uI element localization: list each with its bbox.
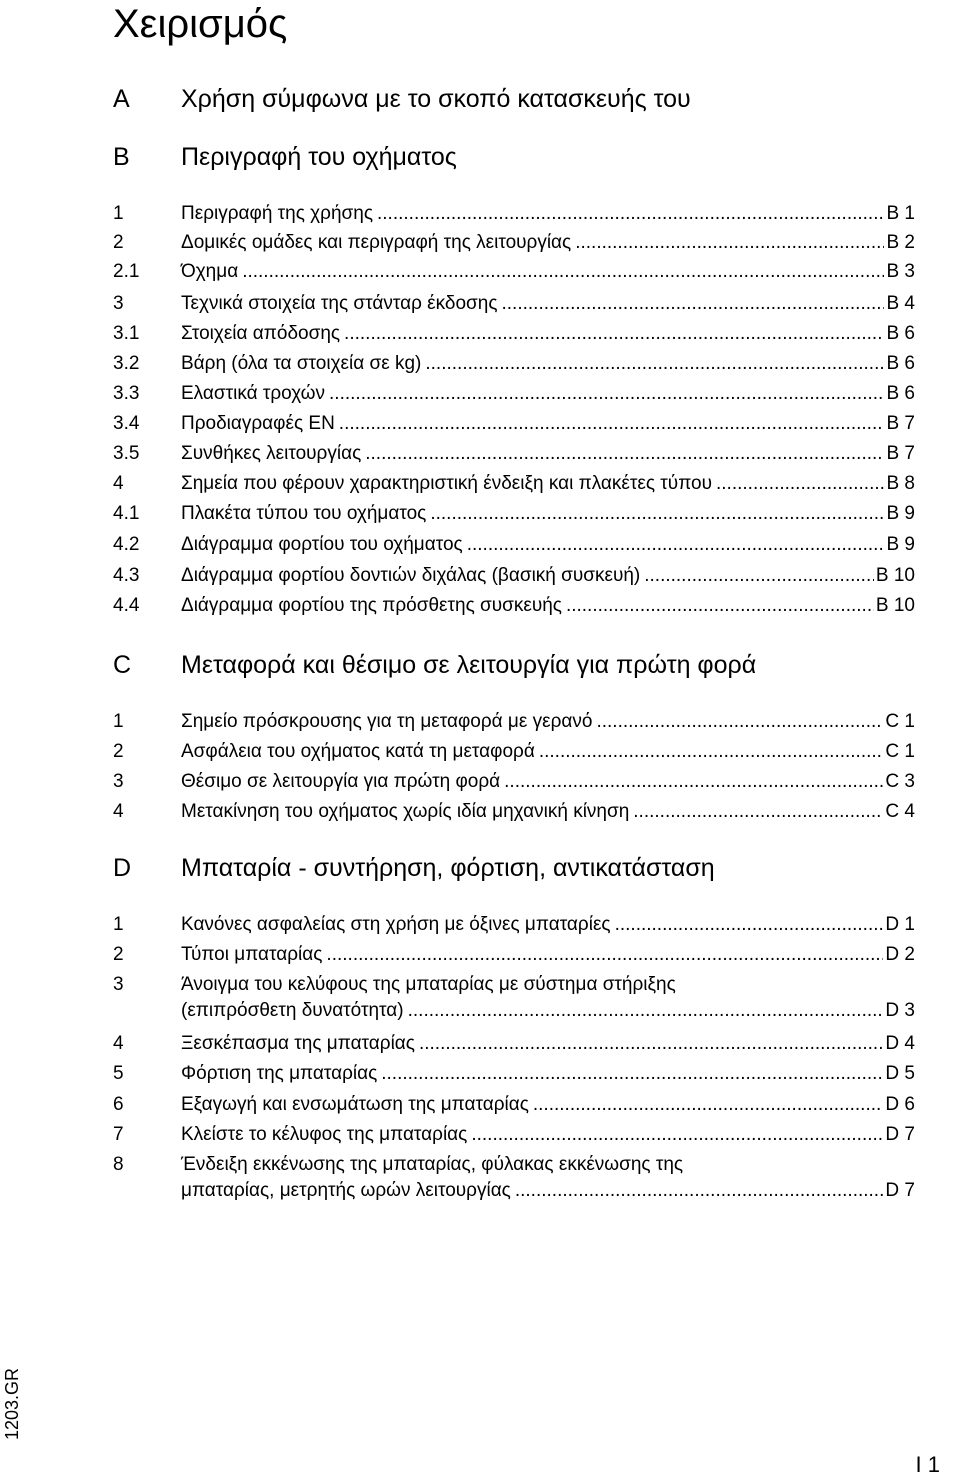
entry-page: B 4 xyxy=(886,293,915,314)
entry-page: B 8 xyxy=(886,473,915,494)
entry-page: B 2 xyxy=(886,232,915,253)
section-title: Μεταφορά και θέσιμο σε λειτουργία για πρώτη φορά xyxy=(181,651,757,679)
entry-number: 1 xyxy=(113,914,124,935)
entry-title: Ένδειξη εκκένωσης της μπαταρίας, φύλακας εκκένωσης της xyxy=(181,1154,684,1175)
dot-leader xyxy=(566,593,874,619)
entry-number: 1 xyxy=(113,203,124,224)
entry-page: B 6 xyxy=(886,353,915,374)
entry-page: D 4 xyxy=(885,1033,915,1054)
dot-leader xyxy=(515,1178,884,1204)
entry-title: Ελαστικά τροχών xyxy=(181,383,326,404)
entry-title-continued: μπαταρίας, μετρητής ωρών λειτουργίας xyxy=(181,1180,511,1201)
entry-title: Μετακίνηση του οχήματος χωρίς ιδία μηχανική κίνηση xyxy=(181,801,630,822)
entry-number: 4.1 xyxy=(113,503,140,524)
dot-leader xyxy=(242,259,884,285)
page-title: Χειρισμός xyxy=(113,2,288,46)
entry-number: 4 xyxy=(113,801,124,822)
entry-page: C 3 xyxy=(885,771,915,792)
entry-page: B 7 xyxy=(886,443,915,464)
entry-page: B 10 xyxy=(875,595,915,616)
entry-title: Πλακέτα τύπου του οχήματος xyxy=(181,503,427,524)
entry-page: B 6 xyxy=(886,323,915,344)
page-number: I 1 xyxy=(915,1452,940,1477)
entry-title: Κλείστε το κέλυφος της μπαταρίας xyxy=(181,1124,468,1145)
entry-page: B 3 xyxy=(886,261,915,282)
section-letter: D xyxy=(113,854,132,882)
entry-number: 3 xyxy=(113,771,124,792)
dot-leader xyxy=(533,1092,884,1118)
dot-leader xyxy=(644,563,874,589)
entry-number: 3.1 xyxy=(113,323,140,344)
entry-page: C 1 xyxy=(885,711,915,732)
entry-number: 5 xyxy=(113,1063,124,1084)
entry-page: D 1 xyxy=(885,914,915,935)
entry-page: B 7 xyxy=(886,413,915,434)
entry-number: 3.4 xyxy=(113,413,140,434)
entry-title: Διάγραμμα φορτίου της πρόσθετης συσκευής xyxy=(181,595,562,616)
entry-number: 3.2 xyxy=(113,353,140,374)
entry-title: Σημείο πρόσκρουσης για τη μεταφορά με γερανό xyxy=(181,711,593,732)
entry-title: Φόρτιση της μπαταρίας xyxy=(181,1063,378,1084)
entry-page: B 9 xyxy=(886,534,915,555)
entry-number: 2 xyxy=(113,944,124,965)
entry-page: C 1 xyxy=(885,741,915,762)
entry-title: Δομικές ομάδες και περιγραφή της λειτουργίας xyxy=(181,232,572,253)
dot-leader xyxy=(575,230,884,256)
entry-title: Συνθήκες λειτουργίας xyxy=(181,443,362,464)
dot-leader xyxy=(430,501,884,527)
dot-leader xyxy=(504,769,883,795)
entry-number: 3 xyxy=(113,974,124,995)
dot-leader xyxy=(539,739,884,765)
entry-page: B 10 xyxy=(875,565,915,586)
dot-leader xyxy=(326,942,883,968)
document-code: 1203.GR xyxy=(2,1367,22,1440)
entry-number: 4.4 xyxy=(113,595,140,616)
dot-leader xyxy=(344,321,884,347)
entry-title: Περιγραφή της χρήσης xyxy=(181,203,373,224)
entry-number: 7 xyxy=(113,1124,124,1145)
entry-title-continued: (επιπρόσθετη δυνατότητα) xyxy=(181,1000,404,1021)
entry-title: Όχημα xyxy=(181,261,239,282)
dot-leader xyxy=(633,799,883,825)
entry-number: 4.2 xyxy=(113,534,140,555)
dot-leader xyxy=(596,709,883,735)
entry-title: Σημεία που φέρουν χαρακτηριστική ένδειξη και πλακέτες τύπου xyxy=(181,473,712,494)
entry-title: Εξαγωγή και ενσωμάτωση της μπαταρίας xyxy=(181,1094,529,1115)
entry-page: C 4 xyxy=(885,801,915,822)
entry-title: Προδιαγραφές EN xyxy=(181,413,335,434)
section-title: Χρήση σύμφωνα με το σκοπό κατασκευής του xyxy=(181,85,691,113)
entry-number: 4 xyxy=(113,473,124,494)
entry-page: D 5 xyxy=(885,1063,915,1084)
entry-title: Κανόνες ασφαλείας στη χρήση με όξινες μπαταρίες xyxy=(181,914,611,935)
entry-number: 2 xyxy=(113,232,124,253)
entry-page: B 6 xyxy=(886,383,915,404)
entry-number: 3.3 xyxy=(113,383,140,404)
dot-leader xyxy=(419,1031,883,1057)
entry-page: D 3 xyxy=(885,1000,915,1021)
entry-page: B 9 xyxy=(886,503,915,524)
entry-title: Τύποι μπαταρίας xyxy=(181,944,323,965)
entry-title: Θέσιμο σε λειτουργία για πρώτη φορά xyxy=(181,771,501,792)
entry-number: 3 xyxy=(113,293,124,314)
entry-number: 4 xyxy=(113,1033,124,1054)
dot-leader xyxy=(381,1061,883,1087)
section-title: Μπαταρία - συντήρηση, φόρτιση, αντικατάσταση xyxy=(181,854,715,882)
dot-leader xyxy=(471,1122,883,1148)
entry-number: 3.5 xyxy=(113,443,140,464)
entry-page: B 1 xyxy=(886,203,915,224)
section-letter: C xyxy=(113,651,132,679)
entry-page: D 7 xyxy=(885,1180,915,1201)
section-letter: A xyxy=(113,85,130,113)
entry-title: Τεχνικά στοιχεία της στάνταρ έκδοσης xyxy=(181,293,498,314)
entry-title: Στοιχεία απόδοσης xyxy=(181,323,341,344)
entry-number: 1 xyxy=(113,711,124,732)
entry-title: Άνοιγμα του κελύφους της μπαταρίας με σύστημα στήριξης xyxy=(181,974,676,995)
entry-number: 2 xyxy=(113,741,124,762)
section-title: Περιγραφή του οχήματος xyxy=(181,143,457,171)
entry-page: D 2 xyxy=(885,944,915,965)
dot-leader xyxy=(339,411,885,437)
dot-leader xyxy=(716,471,884,497)
section-letter: B xyxy=(113,143,130,171)
dot-leader xyxy=(467,532,885,558)
entry-title: Ξεσκέπασμα της μπαταρίας xyxy=(181,1033,415,1054)
entry-number: 6 xyxy=(113,1094,124,1115)
dot-leader xyxy=(615,912,884,938)
entry-page: D 7 xyxy=(885,1124,915,1145)
entry-title: Διάγραμμα φορτίου δοντιών διχάλας (βασική συσκευή) xyxy=(181,565,641,586)
entry-number: 4.3 xyxy=(113,565,140,586)
dot-leader xyxy=(425,351,884,377)
dot-leader xyxy=(377,201,884,227)
entry-number: 8 xyxy=(113,1154,124,1175)
dot-leader xyxy=(329,381,884,407)
entry-title: Διάγραμμα φορτίου του οχήματος xyxy=(181,534,463,555)
dot-leader xyxy=(502,291,885,317)
entry-page: D 6 xyxy=(885,1094,915,1115)
dot-leader xyxy=(365,441,884,467)
entry-title: Ασφάλεια του οχήματος κατά τη μεταφορά xyxy=(181,741,535,762)
dot-leader xyxy=(408,998,884,1024)
entry-title: Βάρη (όλα τα στοιχεία σε kg) xyxy=(181,353,422,374)
entry-number: 2.1 xyxy=(113,261,140,282)
